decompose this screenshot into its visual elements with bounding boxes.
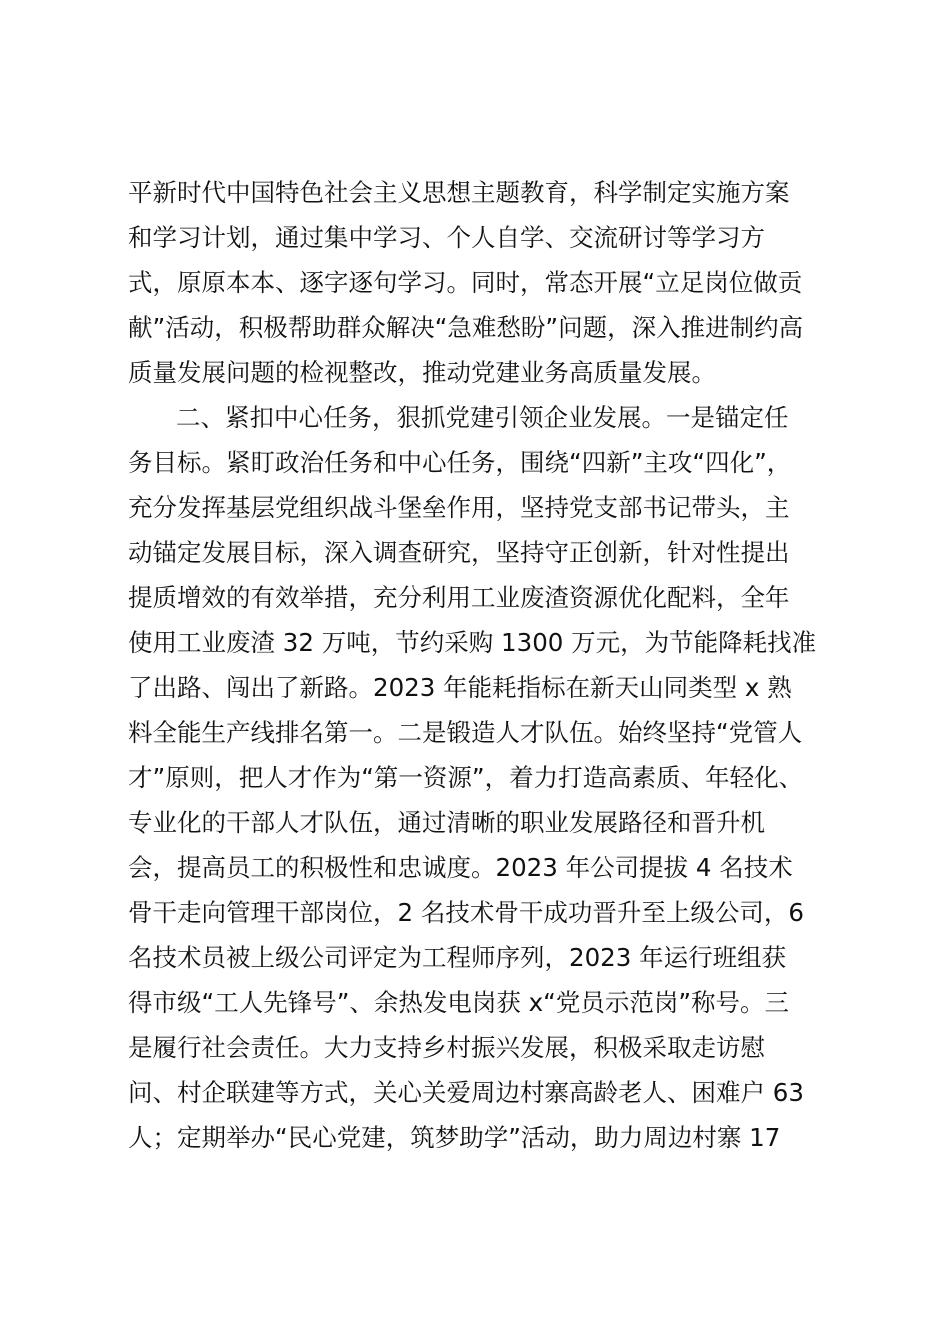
text-line: 动锚定发展目标，深入调查研究，坚持守正创新，针对性提出 [128, 538, 790, 567]
text-line: 献”活动，积极帮助群众解决“急难愁盼”问题，深入推进制约高 [128, 313, 804, 342]
text-line: 了出路、闯出了新路。2023 年能耗指标在新天山同类型 x 熟 [128, 673, 792, 702]
text-line: 和学习计划，通过集中学习、个人自学、交流研讨等学习方 [128, 223, 765, 252]
text-line: 是履行社会责任。大力支持乡村振兴发展，积极采取走访慰 [128, 1033, 765, 1062]
text-line: 务目标。紧盯政治任务和中心任务，围绕“四新”主攻“四化”， [128, 448, 792, 477]
paragraph-first-line: 二、紧扣中心任务，狠抓党建引领企业发展。一是锚定任 [176, 403, 789, 432]
text-line: 使用工业废渣 32 万吨，节约采购 1300 万元，为节能降耗找准 [128, 628, 817, 657]
text-line: 提质增效的有效举措，充分利用工业废渣资源优化配料，全年 [128, 583, 790, 612]
text-line: 得市级“工人先锋号”、余热发电岗获 x“党员示范岗”称号。三 [128, 988, 790, 1017]
text-line: 才”原则，把人才作为“第一资源”，着力打造高素质、年轻化、 [128, 763, 804, 792]
text-line: 骨干走向管理干部岗位，2 名技术骨干成功晋升至上级公司，6 [128, 898, 804, 927]
text-line: 名技术员被上级公司评定为工程师序列，2023 年运行班组获 [128, 943, 787, 972]
text-line: 式，原原本本、逐字逐句学习。同时，常态开展“立足岗位做贡 [128, 268, 803, 297]
text-line: 质量发展问题的检视整改，推动党建业务高质量发展。 [128, 358, 716, 387]
text-line: 会，提高员工的积极性和忠诚度。2023 年公司提拔 4 名技术 [128, 853, 793, 882]
text-line: 专业化的干部人才队伍，通过清晰的职业发展路径和晋升机 [128, 808, 765, 837]
text-line: 料全能生产线排名第一。二是锻造人才队伍。始终坚持“党管人 [128, 718, 803, 747]
text-line: 问、村企联建等方式，关心关爱周边村寨高龄老人、困难户 63 [128, 1078, 804, 1107]
text-line: 充分发挥基层党组织战斗堡垒作用，坚持党支部书记带头，主 [128, 493, 790, 522]
text-line: 平新时代中国特色社会主义思想主题教育，科学制定实施方案 [128, 178, 790, 207]
text-line: 人；定期举办“民心党建，筑梦助学”活动，助力周边村寨 17 [128, 1123, 781, 1152]
